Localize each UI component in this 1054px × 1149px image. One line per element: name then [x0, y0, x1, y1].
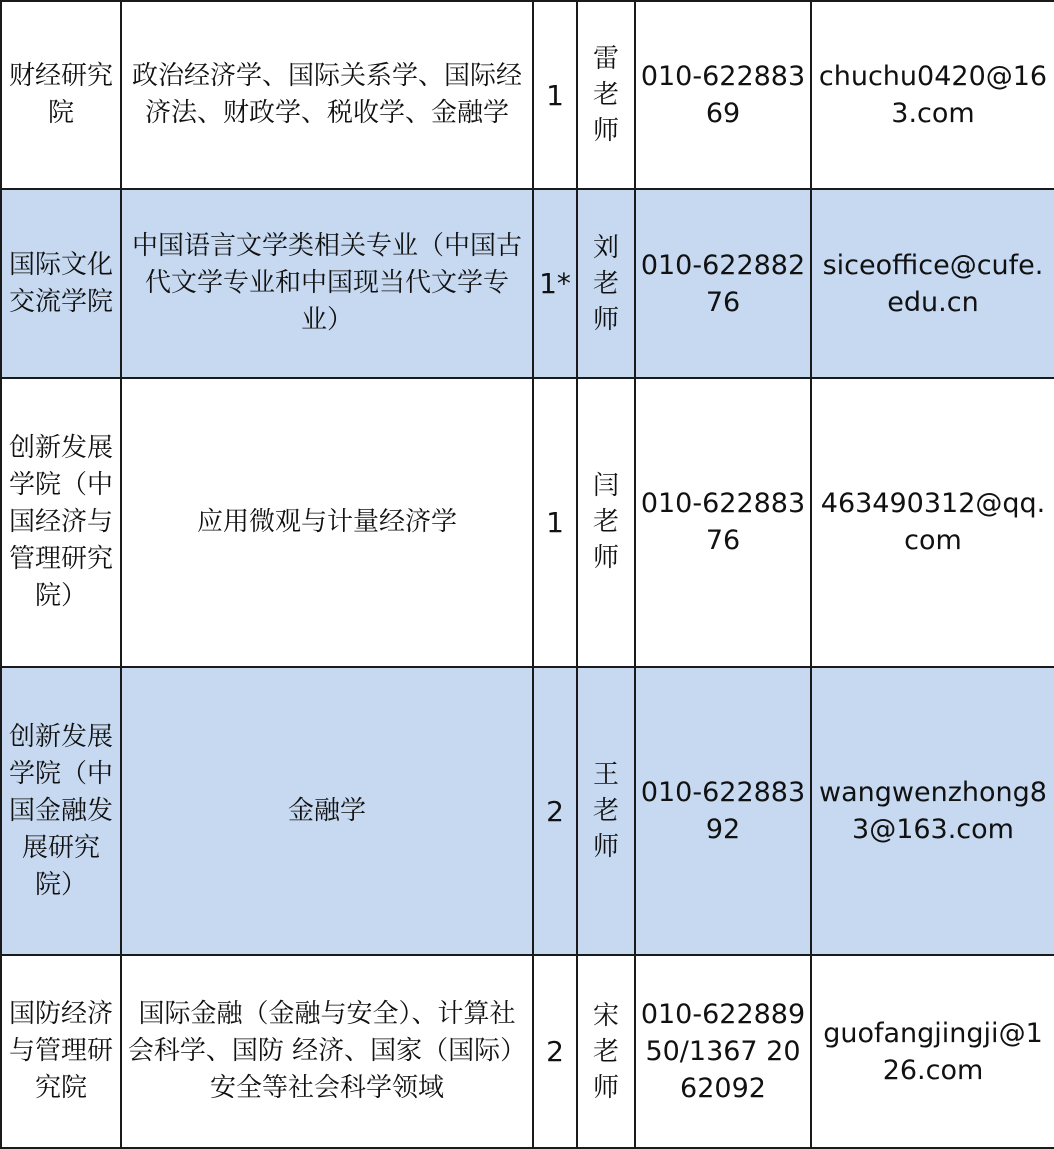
table-row [1, 378, 1054, 667]
major-cell: 应用微观与计量经济学 [121, 378, 533, 667]
contact-person-cell [577, 955, 635, 1148]
table-row [1, 955, 1054, 1148]
contact-person-cell [577, 189, 635, 377]
institute-name-cell: 财经研究院 [1, 1, 121, 189]
major-cell: 中国语言文学类相关专业（中国古代文学专业和中国现当代文学专业） [121, 189, 533, 377]
institute-name-cell: 国防经济与管理研究院 [1, 955, 121, 1148]
contact-person-cell [577, 667, 635, 956]
phone-cell: 010-62288369 [635, 1, 811, 189]
institute-name-cell: 创新发展学院（中国经济与管理研究院） [1, 378, 121, 667]
quota-cell: 2 [533, 955, 577, 1148]
institute-name-cell: 创新发展学院（中国金融发展研究院） [1, 667, 121, 956]
phone-cell: 010-62288950/1367 2062092 [635, 955, 811, 1148]
email-cell: 463490312@qq.com [811, 378, 1054, 667]
contact-person-name: 宋老师 [592, 1000, 619, 1103]
contact-person-name: 刘老师 [592, 232, 619, 335]
institute-name-cell: 国际文化交流学院 [1, 189, 121, 377]
quota-cell: 2 [533, 667, 577, 956]
email-cell: chuchu0420@163.com [811, 1, 1054, 189]
phone-cell: 010-62288376 [635, 378, 811, 667]
phone-cell: 010-62288392 [635, 667, 811, 956]
table-row [1, 667, 1054, 956]
contact-person-name: 王老师 [592, 760, 619, 863]
email-cell: wangwenzhong83@163.com [811, 667, 1054, 956]
contact-person-name: 闫老师 [592, 471, 619, 574]
contact-person-cell [577, 1, 635, 189]
quota-cell: 1 [533, 1, 577, 189]
major-cell: 国际金融（金融与安全）、计算社会科学、国防 经济、国家（国际）安全等社会科学领域 [121, 955, 533, 1148]
major-cell: 政治经济学、国际关系学、国际经济法、财政学、税收学、金融学 [121, 1, 533, 189]
table-row [1, 1, 1054, 189]
email-cell: siceoffice@cufe.edu.cn [811, 189, 1054, 377]
email-cell: guofangjingji@126.com [811, 955, 1054, 1148]
contact-person-name: 雷老师 [592, 44, 619, 147]
contact-person-cell [577, 378, 635, 667]
quota-cell: 1* [533, 189, 577, 377]
table-row [1, 189, 1054, 377]
quota-cell: 1 [533, 378, 577, 667]
major-cell: 金融学 [121, 667, 533, 956]
phone-cell: 010-62288276 [635, 189, 811, 377]
